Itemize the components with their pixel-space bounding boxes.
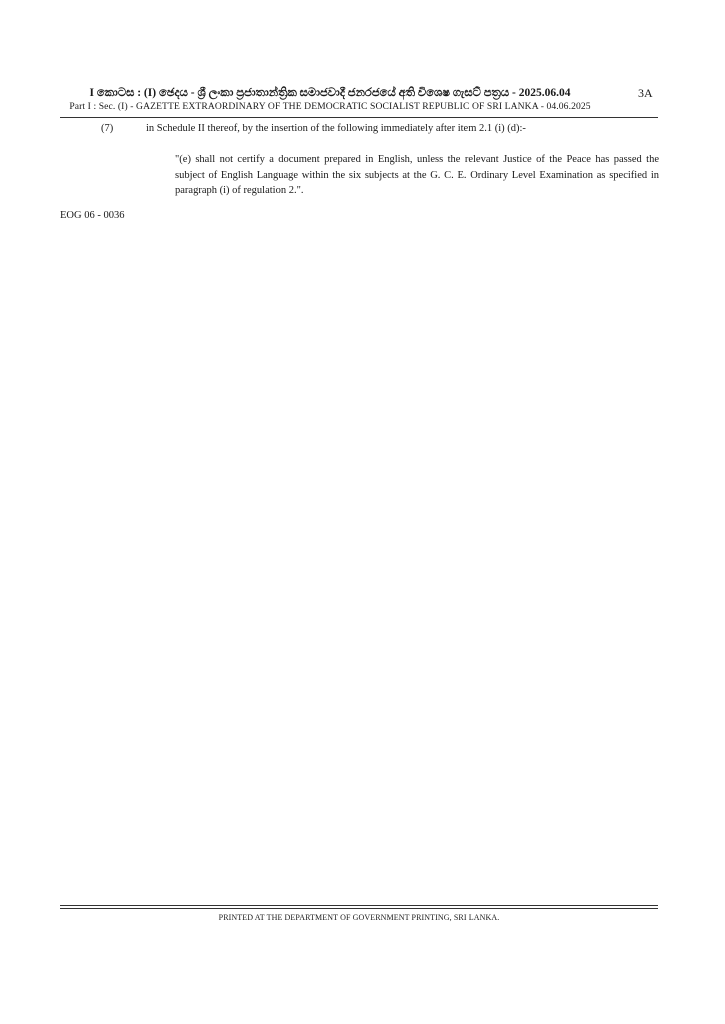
printer-footer: PRINTED AT THE DEPARTMENT OF GOVERNMENT PRINTING, SRI LANKA.	[218, 913, 500, 922]
document-reference-code: EOG 06 - 0036	[60, 210, 125, 221]
header-english-title: Part I : Sec. (I) - GAZETTE EXTRAORDINARY OF THE DEMOCRATIC SOCIALIST REPUBLIC OF SRI LANKA - 04.06.2025	[69, 101, 591, 112]
header-sinhala-title: I කොටස : (I) ඡෙදය - ශ්‍රී ලංකා ප්‍රජාතාන්ත්‍රික සමාජවාදී ජනරජයේ අති විශෙෂ ගැසට් පත්‍රය - 2025.06.04	[89, 87, 571, 99]
amendment-item-number: (7)	[101, 123, 114, 134]
amendment-item-text: in Schedule II thereof, by the insertion of the following immediately after item 2.1 (i) (d):-	[146, 123, 526, 134]
footer-divider-bottom	[60, 908, 658, 909]
footer-divider-top	[60, 905, 658, 906]
inserted-clause-text: "(e) shall not certify a document prepared in English, unless the relevant Justice of the Peace has passed the subject of English Language within the six subjects at the G. C. E. Ordinary Level Examination as specified in paragraph (i) of regulation 2.".	[175, 154, 659, 196]
header-divider	[60, 117, 658, 118]
page-number: 3A	[638, 86, 653, 100]
